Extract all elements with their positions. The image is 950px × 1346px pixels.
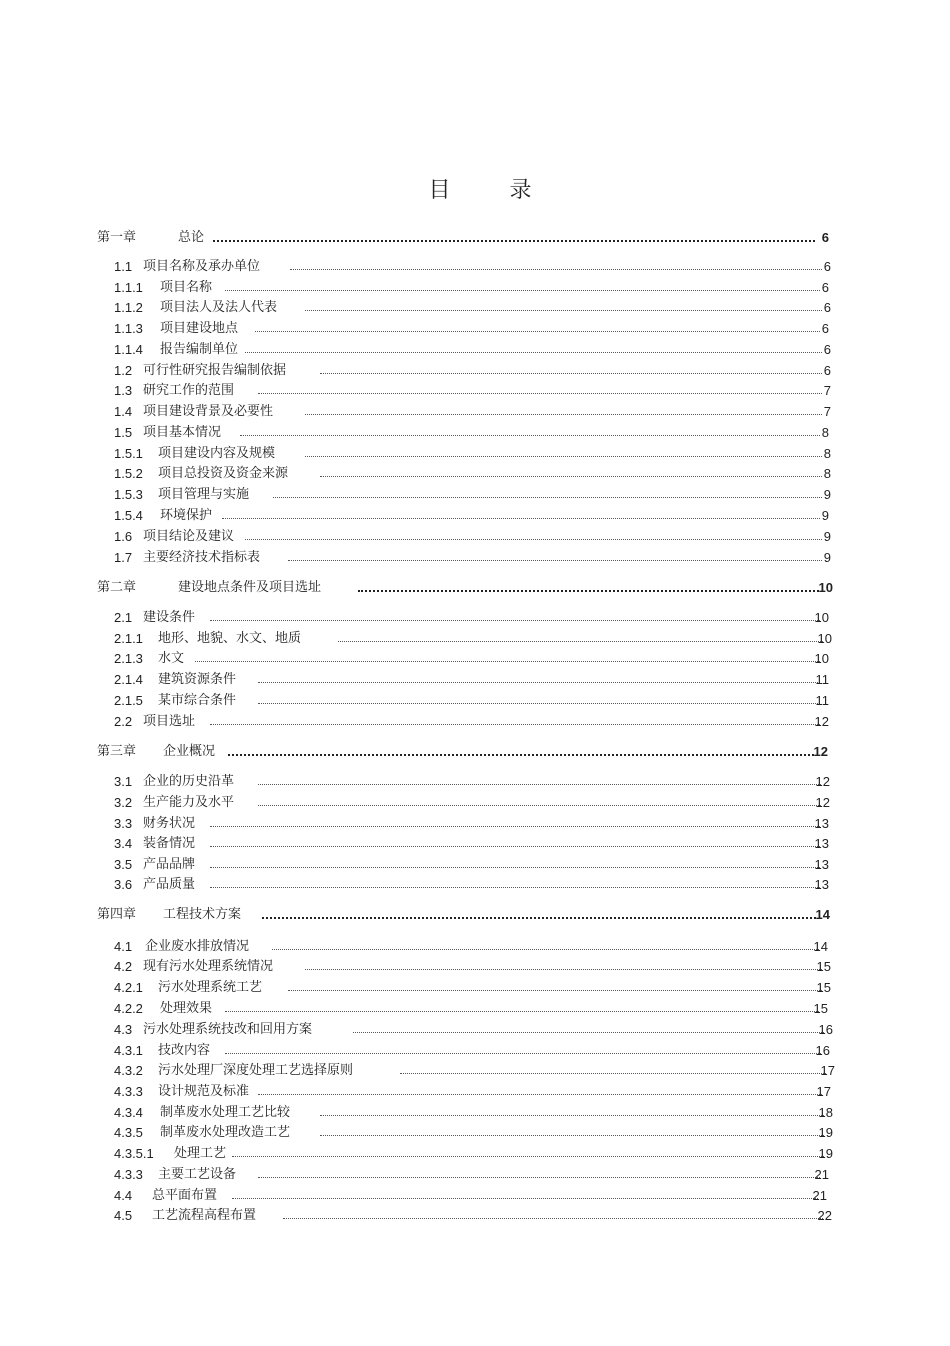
toc-chapter-entry[interactable] [97,578,833,598]
toc-leader-dots [400,1073,826,1074]
toc-entry-title: 企业废水排放情况 [145,939,250,954]
toc-leader-dots [258,703,820,704]
toc-entry[interactable] [114,319,829,339]
toc-entry-title: 项目选址 [143,714,196,729]
toc-leader-dots [283,1218,823,1219]
toc-entry[interactable] [114,793,830,813]
toc-page-number: 16 [818,1022,833,1037]
toc-entry-title: 处理工艺 [174,1146,227,1161]
toc-page-number: 6 [823,363,831,378]
toc-entry[interactable] [114,712,829,732]
toc-entry-number: 1.7 [114,550,133,565]
toc-entry-title: 建设地点条件及项目选址 [178,580,322,595]
toc-entry[interactable] [114,670,829,690]
toc-page-number: 21 [812,1188,827,1203]
toc-entry-number: 4.3 [114,1022,133,1037]
toc-entry-number: 3.4 [114,836,133,851]
toc-entry[interactable] [114,298,831,318]
toc-entry[interactable] [114,1082,831,1102]
toc-entry-title: 生产能力及水平 [143,795,235,810]
toc-entry[interactable] [114,444,831,464]
toc-entry[interactable] [114,814,829,834]
toc-page-number: 6 [823,300,831,315]
toc-entry-number: 1.5.2 [114,466,143,481]
toc-leader-dots [288,560,822,561]
toc-page-number: 17 [820,1063,835,1078]
toc-entry[interactable] [114,464,831,484]
toc-entry-number: 1.1.3 [114,321,143,336]
toc-entry-number: 4.2 [114,959,133,974]
toc-leader-dots [305,969,822,970]
toc-entry-title: 污水处理系统技改和回用方案 [143,1022,313,1037]
toc-entry[interactable] [114,548,831,568]
toc-page-number: 9 [821,508,829,523]
toc-entry-title: 设计规范及标准 [158,1084,250,1099]
toc-entry-title: 项目管理与实施 [158,487,250,502]
toc-page-number: 10 [814,610,829,625]
toc-entry-number: 第二章 [97,580,137,595]
toc-page-number: 15 [813,1001,828,1016]
toc-entry-title: 研究工作的范围 [143,383,235,398]
toc-page-number: 9 [823,487,831,502]
toc-entry-title: 水文 [158,651,185,666]
toc-entry[interactable] [114,402,831,422]
toc-entry-title: 总论 [178,230,205,245]
toc-page-number: 13 [814,816,829,831]
toc-entry[interactable] [114,1165,829,1185]
toc-leader-dots [210,887,820,888]
toc-entry[interactable] [114,875,829,895]
toc-entry-number: 2.1.1 [114,631,143,646]
toc-entry[interactable] [114,361,831,381]
toc-entry[interactable] [114,937,828,957]
toc-page-number: 17 [816,1084,831,1099]
toc-entry[interactable] [114,1123,833,1143]
toc-entry-number: 4.5 [114,1208,133,1223]
toc-leader-dots [338,641,823,642]
toc-entry[interactable] [114,340,831,360]
toc-chapter-entry[interactable] [97,228,829,248]
toc-entry-number: 3.3 [114,816,133,831]
toc-page-number: 8 [821,425,829,440]
toc-entry[interactable] [114,1103,833,1123]
toc-entry-title: 制革废水处理工艺比较 [160,1105,291,1120]
toc-entry-title: 项目基本情况 [143,425,222,440]
toc-page-number: 9 [823,550,831,565]
toc-page-number: 14 [815,907,830,922]
toc-entry-number: 1.5.4 [114,508,143,523]
toc-leader-dots [320,373,822,374]
toc-entry[interactable] [114,423,829,443]
toc-page-number: 19 [818,1125,833,1140]
toc-entry-number: 4.3.2 [114,1063,143,1078]
toc-page-number: 13 [814,857,829,872]
toc-entry-number: 1.1.1 [114,280,143,295]
toc-title: 目 录 [428,178,558,203]
toc-entry[interactable] [114,772,830,792]
toc-leader-dots [232,1198,818,1199]
toc-entry[interactable] [114,527,831,547]
toc-leader-dots [258,393,822,394]
toc-entry[interactable] [114,1041,830,1061]
toc-leader-dots [225,1053,821,1054]
toc-leader-dots [213,240,815,242]
toc-leader-dots [258,784,821,785]
toc-page-number: 15 [816,959,831,974]
toc-leader-dots [320,1135,824,1136]
toc-page-number: 16 [815,1043,830,1058]
toc-entry[interactable] [114,1206,832,1226]
toc-entry-number: 第四章 [97,907,137,922]
toc-page-number: 11 [815,672,829,687]
toc-page-number: 6 [821,280,829,295]
toc-leader-dots [353,1032,824,1033]
toc-leader-dots [288,990,822,991]
toc-entry-number: 1.2 [114,363,133,378]
toc-page-number: 8 [823,466,831,481]
toc-entry[interactable] [114,855,829,875]
toc-entry-number: 1.5 [114,425,133,440]
toc-entry-number: 4.2.1 [114,980,143,995]
toc-entry[interactable] [114,649,829,669]
toc-entry-number: 2.2 [114,714,133,729]
toc-leader-dots [210,846,820,847]
toc-entry[interactable] [114,257,831,277]
toc-entry-title: 报告编制单位 [160,342,239,357]
toc-entry-title: 项目建设背景及必要性 [143,404,274,419]
toc-entry[interactable] [114,978,831,998]
toc-page-number: 9 [823,529,831,544]
toc-leader-dots [262,917,816,919]
toc-entry-number: 2.1 [114,610,133,625]
toc-entry-number: 4.2.2 [114,1001,143,1016]
toc-entry-number: 2.1.3 [114,651,143,666]
toc-leader-dots [232,1156,824,1157]
toc-entry-title: 项目建设地点 [160,321,239,336]
toc-entry-number: 4.3.1 [114,1043,143,1058]
toc-entry-title: 财务状况 [143,816,196,831]
toc-entry-number: 1.6 [114,529,133,544]
toc-leader-dots [258,805,821,806]
toc-leader-dots [305,310,822,311]
toc-entry-number: 1.5.1 [114,446,143,461]
toc-leader-dots [358,590,819,592]
toc-leader-dots [228,754,814,756]
toc-leader-dots [258,1094,822,1095]
toc-entry-number: 1.3 [114,383,133,398]
toc-entry-title: 处理效果 [160,1001,213,1016]
toc-entry-number: 4.3.5.1 [114,1146,154,1161]
toc-entry[interactable] [114,691,829,711]
toc-page-number: 21 [814,1167,829,1182]
toc-entry-number: 1.1.4 [114,342,143,357]
toc-entry-number: 2.1.4 [114,672,143,687]
toc-entry-title: 制革废水处理改造工艺 [160,1125,291,1140]
toc-page-number: 15 [816,980,831,995]
toc-entry-number: 3.1 [114,774,133,789]
toc-leader-dots [210,826,820,827]
toc-entry-number: 3.6 [114,877,133,892]
toc-entry-title: 主要工艺设备 [158,1167,237,1182]
toc-entry-title: 污水处理厂深度处理工艺选择原则 [158,1063,354,1078]
toc-page-number: 10 [814,651,829,666]
toc-page-number: 12 [813,744,828,759]
toc-leader-dots [255,331,820,332]
toc-entry-number: 4.1 [114,939,133,954]
toc-entry-title: 项目名称及承办单位 [143,259,261,274]
toc-leader-dots [320,1115,824,1116]
toc-leader-dots [195,661,820,662]
toc-leader-dots [245,352,822,353]
toc-page-number: 7 [823,383,831,398]
toc-entry-title: 环境保护 [160,508,213,523]
toc-page-number: 19 [818,1146,833,1161]
toc-entry-title: 项目法人及法人代表 [160,300,278,315]
toc-entry-title: 可行性研究报告编制依据 [143,363,287,378]
toc-entry-title: 企业概况 [163,744,216,759]
toc-page-number: 10 [818,580,833,595]
toc-entry-number: 第一章 [97,230,137,245]
toc-page-number: 8 [823,446,831,461]
toc-entry-title: 产品品牌 [143,857,196,872]
toc-entry-title: 总平面布置 [152,1188,218,1203]
toc-entry-title: 工程技术方案 [163,907,242,922]
toc-leader-dots [210,620,820,621]
toc-entry-number: 3.5 [114,857,133,872]
toc-leader-dots [210,867,820,868]
toc-page-number: 6 [823,342,831,357]
toc-entry-title: 企业的历史沿革 [143,774,235,789]
toc-entry-title: 主要经济技术指标表 [143,550,261,565]
toc-entry[interactable] [114,381,831,401]
toc-entry[interactable] [114,1186,827,1206]
toc-entry[interactable] [114,485,831,505]
toc-entry-title: 产品质量 [143,877,196,892]
toc-page-number: 13 [814,836,829,851]
toc-entry-number: 4.3.3 [114,1167,143,1182]
toc-entry-number: 1.5.3 [114,487,143,502]
toc-entry-title: 地形、地貌、水文、地质 [158,631,302,646]
toc-leader-dots [245,539,822,540]
toc-page-number: 6 [823,259,831,274]
toc-leader-dots [305,414,822,415]
toc-page-number: 14 [813,939,828,954]
toc-leader-dots [222,518,820,519]
toc-entry-title: 项目建设内容及规模 [158,446,276,461]
toc-leader-dots [240,435,820,436]
toc-page-number: 18 [818,1105,833,1120]
toc-entry-title: 项目结论及建议 [143,529,235,544]
toc-chapter-entry[interactable] [97,742,828,762]
toc-entry[interactable] [114,999,828,1019]
toc-entry-number: 4.4 [114,1188,133,1203]
toc-entry-number: 4.3.4 [114,1105,143,1120]
toc-page-number: 6 [821,230,829,245]
toc-entry-number: 4.3.3 [114,1084,143,1099]
toc-entry-title: 建设条件 [143,610,196,625]
toc-entry[interactable] [114,506,829,526]
toc-entry[interactable] [114,834,829,854]
toc-entry-number: 1.1.2 [114,300,143,315]
toc-entry-number: 第三章 [97,744,137,759]
toc-entry-number: 2.1.5 [114,693,143,708]
toc-leader-dots [305,456,822,457]
toc-entry[interactable] [114,629,832,649]
toc-page-number: 13 [814,877,829,892]
toc-entry[interactable] [114,608,829,628]
toc-page-number: 12 [814,714,829,729]
toc-leader-dots [320,476,822,477]
toc-chapter-entry[interactable] [97,905,830,925]
toc-entry[interactable] [114,1061,835,1081]
toc-leader-dots [258,682,820,683]
toc-page-number: 11 [815,693,829,708]
toc-entry-title: 现有污水处理系统情况 [143,959,274,974]
toc-entry-title: 工艺流程高程布置 [152,1208,257,1223]
toc-leader-dots [210,724,820,725]
toc-page-number: 7 [823,404,831,419]
toc-page-number: 12 [815,774,830,789]
toc-leader-dots [258,1177,820,1178]
toc-page-number: 12 [815,795,830,810]
toc-leader-dots [225,290,820,291]
toc-leader-dots [225,1011,819,1012]
toc-entry-number: 1.4 [114,404,133,419]
toc-entry-title: 技改内容 [158,1043,211,1058]
toc-entry-title: 装备情况 [143,836,196,851]
toc-leader-dots [290,269,822,270]
toc-entry-title: 建筑资源条件 [158,672,237,687]
toc-entry-title: 污水处理系统工艺 [158,980,263,995]
toc-entry-title: 某市综合条件 [158,693,237,708]
toc-entry[interactable] [114,278,829,298]
toc-entry-number: 4.3.5 [114,1125,143,1140]
toc-page-number: 22 [817,1208,832,1223]
toc-entry[interactable] [114,1020,833,1040]
toc-leader-dots [272,949,819,950]
toc-entry-number: 1.1 [114,259,133,274]
toc-entry-title: 项目总投资及资金来源 [158,466,289,481]
toc-entry[interactable] [114,957,831,977]
toc-entry-number: 3.2 [114,795,133,810]
toc-entry[interactable] [114,1144,833,1164]
toc-entry-title: 项目名称 [160,280,213,295]
toc-leader-dots [273,497,822,498]
toc-page-number: 10 [817,631,832,646]
toc-page-number: 6 [821,321,829,336]
